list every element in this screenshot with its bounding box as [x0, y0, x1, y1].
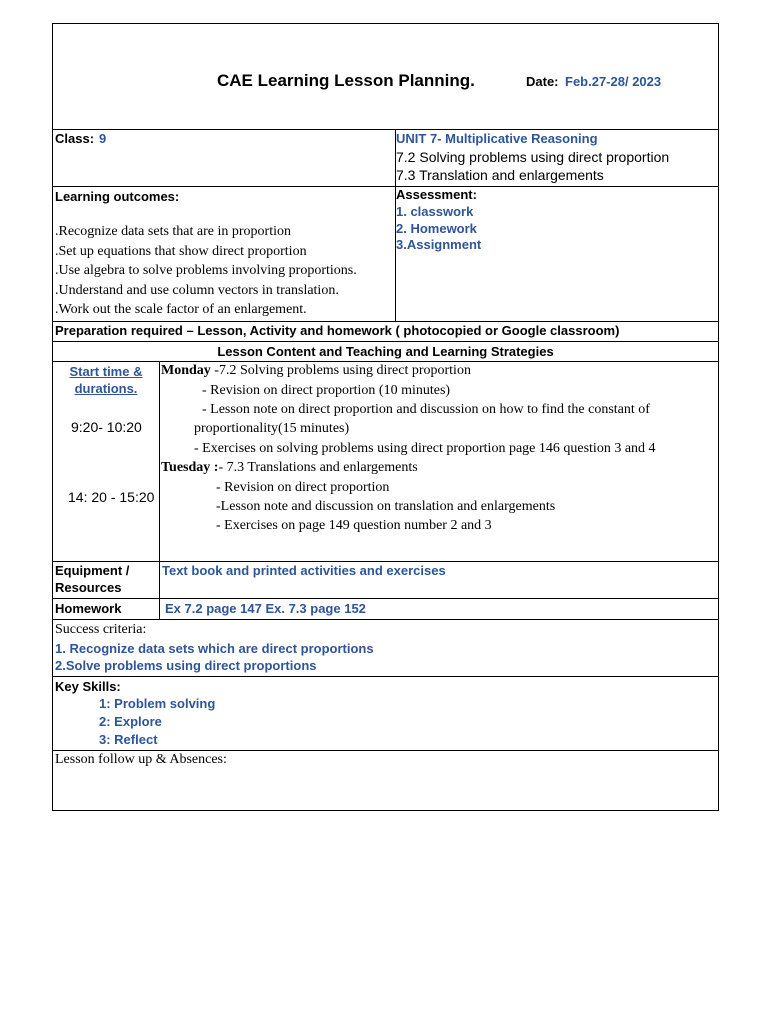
content-heading: Lesson Content and Teaching and Learning Strategies	[217, 344, 554, 359]
homework-value: Ex 7.2 page 147 Ex. 7.3 page 152	[165, 601, 366, 616]
tuesday-heading	[161, 460, 418, 476]
list-item: 1. Recognize data sets which are direct proportions	[55, 641, 374, 656]
list-item: - Exercises on solving problems using direct proportion page 146 question 3 and 4	[194, 441, 656, 456]
list-item: - Revision on direct proportion	[216, 480, 390, 495]
list-item: - Revision on direct proportion (10 minutes)	[202, 383, 451, 398]
key-skills-row	[52, 676, 719, 751]
list-item: 1. classwork	[396, 204, 474, 219]
preparation-text: Preparation required – Lesson, Activity and homework ( photocopied or Google classroom)	[55, 323, 620, 338]
homework-label: Homework	[55, 601, 122, 616]
followup-row	[52, 750, 719, 811]
class-label: Class:	[55, 131, 95, 146]
list-item: - Lesson note on direct proportion and discussion on how to find the constant of	[202, 402, 650, 417]
class-row	[52, 129, 719, 187]
list-item: .Set up equations that show direct proportion	[55, 243, 307, 259]
assessment-label: Assessment:	[396, 187, 477, 202]
start-time-label: Start time &	[69, 364, 143, 379]
list-item: 2. Homework	[396, 220, 477, 236]
outcomes-row	[52, 186, 719, 322]
homework-row	[52, 598, 719, 620]
content-heading-row	[52, 341, 719, 362]
durations-label: durations.	[74, 381, 138, 396]
list-item: proportionality(15 minutes)	[194, 421, 350, 436]
list-item: 2: Explore	[99, 714, 162, 729]
monday-title: -7.2 Solving problems using direct proportion	[210, 363, 471, 378]
class-value: 9	[99, 131, 107, 146]
assessment-list	[396, 204, 481, 254]
list-item: .Use algebra to solve problems involving proportions.	[55, 263, 357, 278]
unit-topic: 7.2 Solving problems using direct proportion	[396, 149, 670, 165]
equipment-label: Equipment /	[55, 563, 130, 578]
equipment-row	[52, 561, 719, 599]
list-item: - Exercises on page 149 question number 2 and 3	[216, 518, 492, 533]
success-row	[52, 619, 719, 677]
date-value: Feb.27-28/ 2023	[565, 74, 662, 89]
tuesday-time: 14: 20 - 15:20	[68, 489, 155, 505]
list-item: -Lesson note and discussion on translation and enlargements	[216, 499, 556, 514]
monday-heading	[161, 363, 471, 379]
page-title: CAE Learning Lesson Planning.	[217, 71, 475, 90]
followup-label: Lesson follow up & Absences:	[55, 752, 227, 767]
unit-title: UNIT 7- Multiplicative Reasoning	[396, 131, 598, 146]
list-item: .Recognize data sets that are in proportion	[55, 224, 291, 239]
unit-topic: 7.3 Translation and enlargements	[396, 167, 604, 183]
monday-day: Monday	[161, 363, 211, 378]
monday-time: 9:20- 10:20	[71, 419, 142, 435]
list-item: 2.Solve problems using direct proportions	[55, 658, 317, 673]
success-label: Success criteria:	[55, 622, 147, 637]
equipment-value: Text book and printed activities and exercises	[162, 563, 446, 578]
tuesday-day: Tuesday :	[161, 460, 219, 475]
list-item: 1: Problem solving	[99, 696, 216, 711]
list-item: 3.Assignment	[396, 237, 482, 252]
key-skills-label: Key Skills:	[55, 679, 121, 694]
header-block	[52, 23, 719, 130]
outcomes-label: Learning outcomes:	[55, 189, 180, 204]
tuesday-title: - 7.3 Translations and enlargements	[218, 460, 418, 475]
outcomes-list	[55, 222, 357, 320]
list-item: 3: Reflect	[99, 732, 158, 747]
list-item: .Understand and use column vectors in translation.	[55, 282, 339, 298]
schedule-row	[52, 361, 719, 562]
resources-label: Resources	[55, 580, 122, 595]
list-item: .Work out the scale factor of an enlargement.	[55, 302, 307, 317]
preparation-row	[52, 321, 719, 342]
date-label: Date:	[526, 74, 559, 89]
